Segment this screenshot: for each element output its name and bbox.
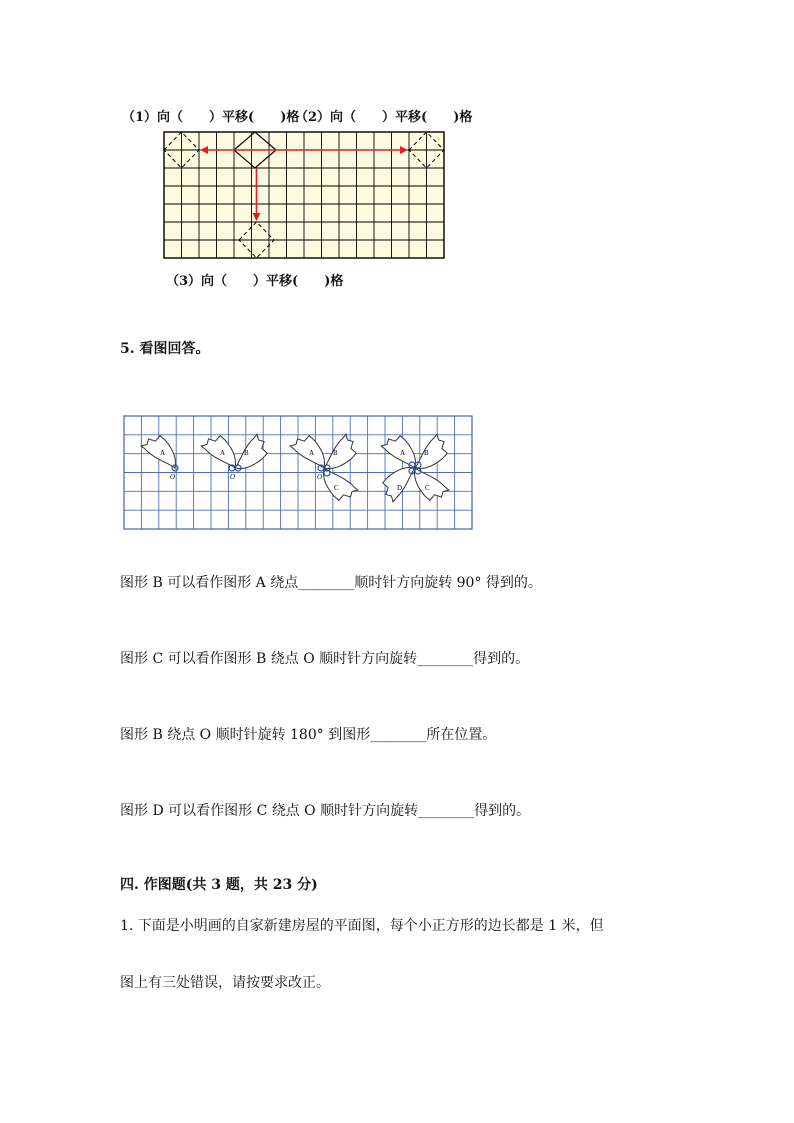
label-A: A	[220, 449, 226, 457]
label-O: O	[230, 473, 236, 481]
translation-label-2: （2）向（ ）平移( )格	[295, 110, 473, 125]
section-4-title: 四. 作图题(共 3 题，共 23 分)	[120, 877, 318, 893]
label-B: B	[333, 449, 338, 457]
translation-label-1: （1）向（ ）平移( )格	[122, 110, 300, 125]
label-O: O	[170, 473, 176, 481]
label-D: D	[397, 484, 403, 492]
q5-title: 5. 看图回答。	[120, 341, 210, 357]
label-B: B	[424, 449, 429, 457]
q5-line-2: 图形 C 可以看作图形 B 绕点 O 顺时针方向旋转________得到的。	[120, 651, 530, 667]
section-4-q1-line-1: 1. 下面是小明画的自家新建房屋的平面图，每个小正方形的边长都是 1 米，但	[120, 918, 604, 934]
label-A: A	[400, 449, 406, 457]
label-A: A	[160, 449, 166, 457]
label-A: A	[309, 449, 315, 457]
section-4-q1-line-2: 图上有三处错误，请按要求改正。	[120, 975, 330, 991]
q5-line-3: 图形 B 绕点 O 顺时针旋转 180° 到图形________所在位置。	[120, 727, 497, 743]
translation-grid-figure	[160, 128, 450, 262]
translation-label-3: （3）向（ ）平移( )格	[166, 274, 344, 289]
q5-line-4: 图形 D 可以看作图形 C 绕点 O 顺时针方向旋转________得到的。	[120, 803, 531, 819]
q5-line-1: 图形 B 可以看作图形 A 绕点________顺时针方向旋转 90° 得到的。	[120, 575, 542, 591]
label-O: O	[317, 473, 323, 481]
label-C: C	[425, 484, 430, 492]
label-B: B	[244, 449, 249, 457]
label-C: C	[334, 484, 339, 492]
rotation-figure	[120, 412, 476, 532]
